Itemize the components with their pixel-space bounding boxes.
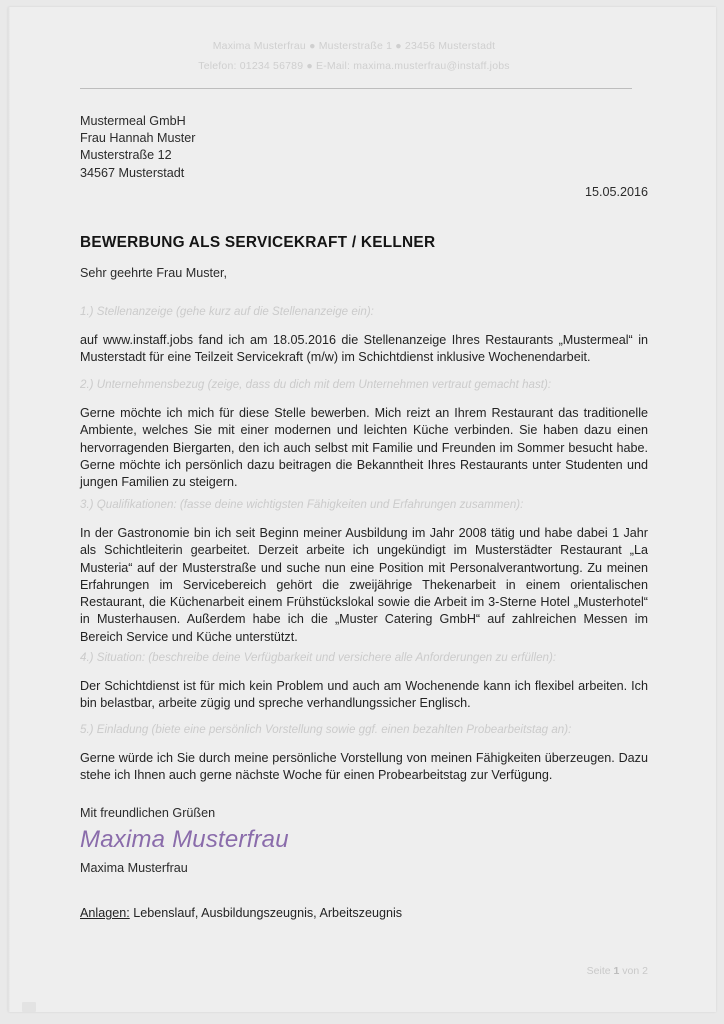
section-1-body: auf www.instaff.jobs fand ich am 18.05.2016 die Stellenanzeige Ihres Restaurants „Mustermeal“ in Musterstadt für eine Teilzeit Servicekraft (m/w) im Schichtdienst inklusive Wochenendarbeit. [80,333,648,365]
letterhead [0,36,708,76]
section-2 [80,377,648,491]
section-5-hint: 5.) Einladung (biete eine persönlich Vorstellung sowie ggf. einen bezahlten Probearbeitstag an): [80,723,572,736]
attachments-label: Anlagen: [80,906,130,920]
closing-greeting: Mit freundlichen Grüßen [80,806,216,820]
section-4 [80,650,648,713]
section-1-hint: 1.) Stellenanzeige (gehe kurz auf die Stellenanzeige ein): [80,305,374,318]
recipient-street: Musterstraße 12 [80,148,172,163]
letterhead-address-line: Maxima Musterfrau ● Musterstraße 1 ● 23456 Musterstadt [212,40,496,52]
letterhead-divider [80,88,632,89]
signature-script: Maxima Musterfrau [80,826,289,853]
attachments-items: Lebenslauf, Ausbildungszeugnis, Arbeitszeugnis [133,906,403,920]
section-3 [80,497,648,646]
section-2-hint: 2.) Unternehmensbezug (zeige, dass du dich mit dem Unternehmen vertraut gemacht hast): [80,378,552,391]
footer-prefix: Seite [586,965,611,977]
section-3-hint: 3.) Qualifikationen: (fasse deine wichtigsten Fähigkeiten und Erfahrungen zusammen): [80,498,524,511]
page-edge-shadow [8,7,10,1012]
footer-total-pages: 2 [642,965,648,977]
attachments-line [80,906,402,920]
footer-separator: von [622,965,640,977]
section-4-hint: 4.) Situation: (beschreibe deine Verfügbarkeit und versichere alle Anforderungen zu erfüllen): [80,651,557,664]
recipient-address-block [80,113,196,182]
section-1 [80,304,648,367]
section-5 [80,722,648,785]
section-4-body: Der Schichtdienst ist für mich kein Problem und auch am Wochenende kann ich flexibel arbeiten. Ich bin belastbar, arbeite zügig und spreche verhandlungssicher Englisch. [80,679,648,711]
letter-date: 15.05.2016 [584,185,648,199]
recipient-person: Frau Hannah Muster [80,131,196,146]
letterhead-contact-line: Telefon: 01234 56789 ● E-Mail: maxima.musterfrau@instaff.jobs [198,60,510,72]
section-2-body: Gerne möchte ich mich für diese Stelle bewerben. Mich reizt an Ihrem Restaurant das traditionelle Ambiente, welches Sie mit einer modernen und leichten Küche verbinden. Sie haben dazu einen hervorragenden Biergarten, den ich auch selbst mit Familie und Freunden im Sommer besucht habe. Gerne möchte ich persönlich dazu beitragen die Bekanntheit Ihres Restaurants unter Studenten und jungen Familien zu steigern. [80,406,648,490]
recipient-company: Mustermeal GmbH [80,114,186,128]
letter-subject: BEWERBUNG ALS SERVICEKRAFT / KELLNER [80,234,436,251]
signer-printed-name: Maxima Musterfrau [80,861,188,875]
page-corner-artifact [22,1002,36,1012]
recipient-city: 34567 Musterstadt [80,165,185,180]
section-5-body: Gerne würde ich Sie durch meine persönliche Vorstellung von meinen Fähigkeiten überzeugen. Dazu stehe ich Ihnen auch gerne nächste Woche für einen Probearbeitstag zur Verfügung. [80,751,648,783]
footer-current-page: 1 [613,965,620,977]
section-3-body: In der Gastronomie bin ich seit Beginn meiner Ausbildung im Jahr 2008 tätig und habe dabei 1 Jahr als Schichtleiterin gearbeitet. Derzeit arbeite ich ungekündigt im Musterstädter Restaurant „La Musteria“ auf der Musterstraße und suche nun eine Position mit Personalverantwortung. Zu meinen Erfahrungen im Servicebereich gehört die zweijährige Thekenarbeit in einem orientalischen Restaurant, die Küchenarbeit einem Frühstückslokal sowie die Arbeit im 3-Sterne Hotel „Musterhotel“ in Musterhausen. Außerdem habe ich die „Muster Catering GmbH“ auf zahlreichen Messen im Bereich Service und Küche unterstützt. [80,526,648,644]
page-footer [80,965,648,977]
letter-salutation: Sehr geehrte Frau Muster, [80,266,227,280]
